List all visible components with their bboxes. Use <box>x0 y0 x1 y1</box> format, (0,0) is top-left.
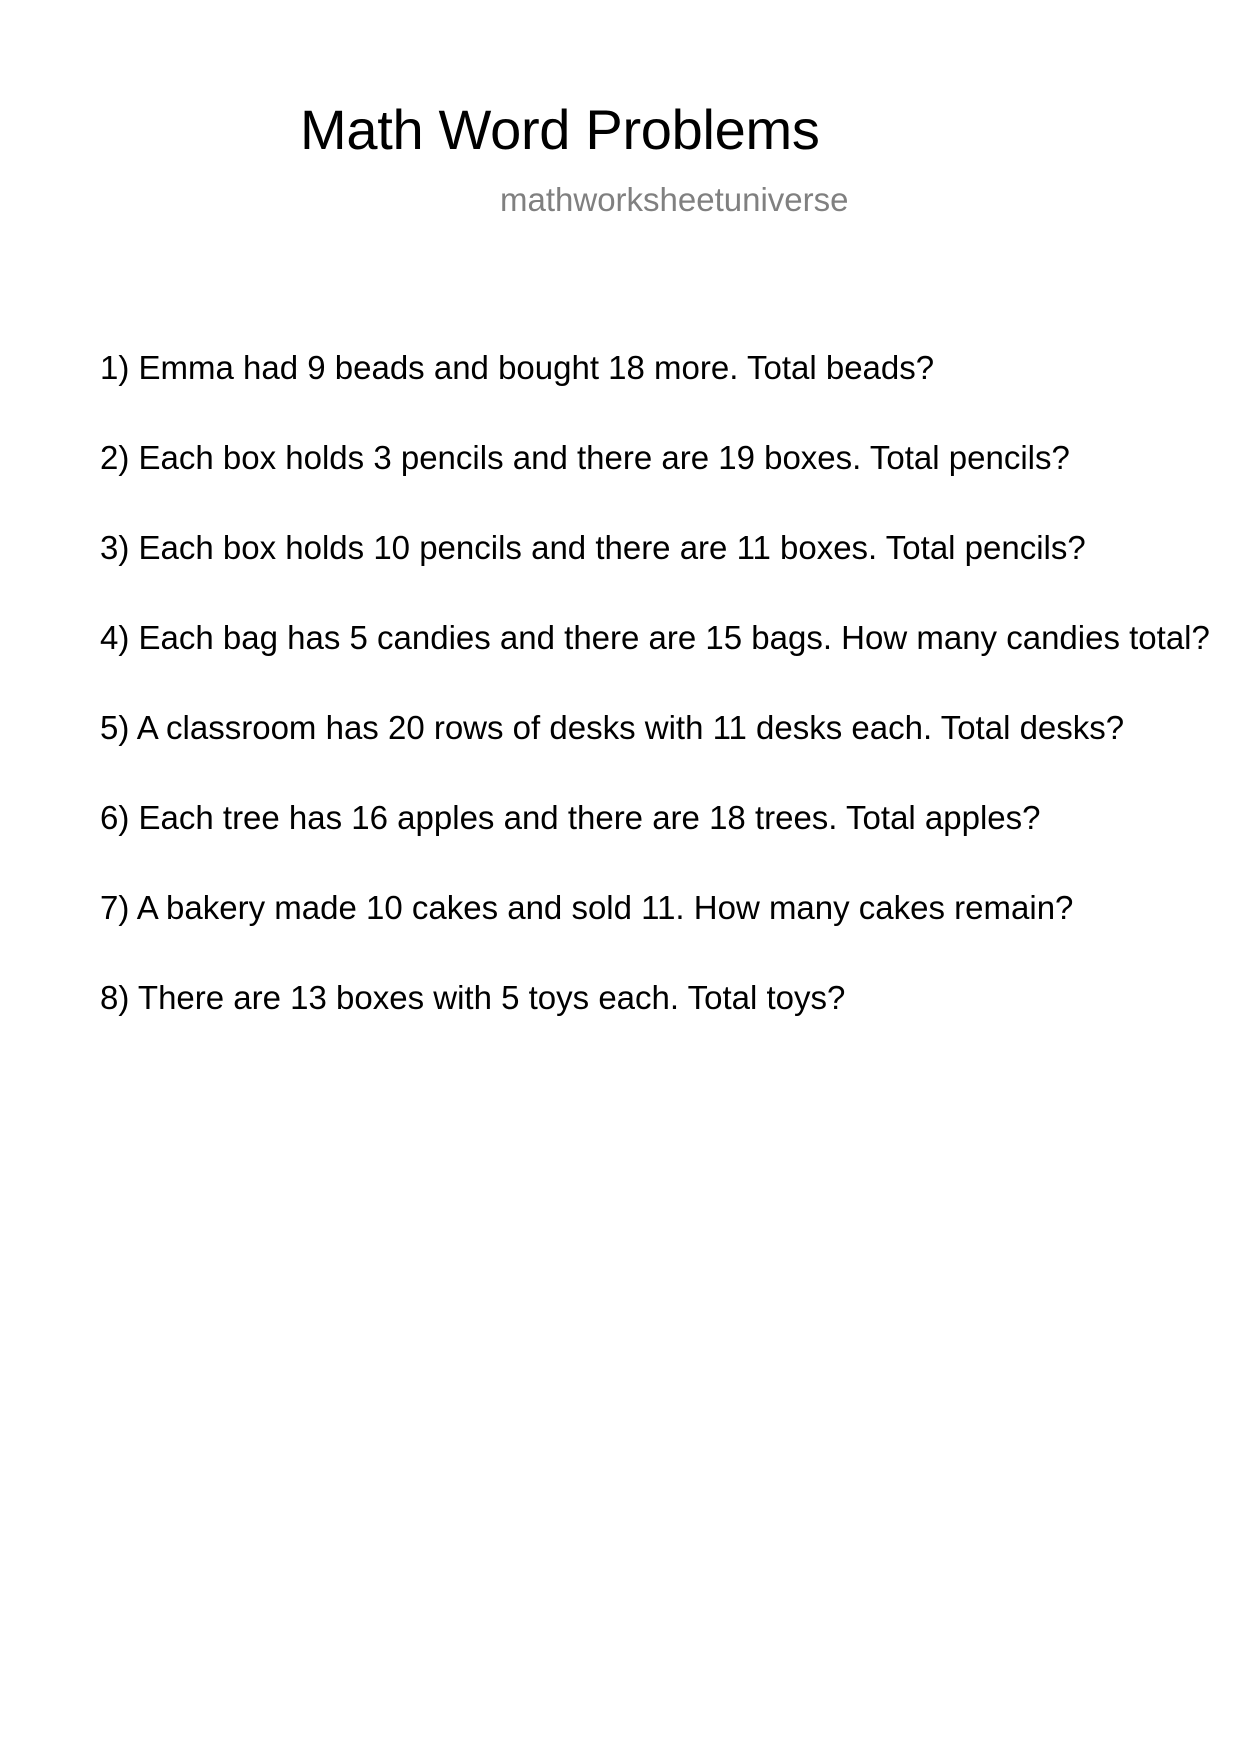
problem-item-5: 5) A classroom has 20 rows of desks with 11 desks each. Total desks? <box>100 709 1125 746</box>
problem-item-3: 3) Each box holds 10 pencils and there are 11 boxes. Total pencils? <box>100 529 1086 566</box>
problem-item-2: 2) Each box holds 3 pencils and there are 19 boxes. Total pencils? <box>100 439 1070 476</box>
problem-item-7: 7) A bakery made 10 cakes and sold 11. How many cakes remain? <box>100 889 1074 926</box>
problem-item-6: 6) Each tree has 16 apples and there are 18 trees. Total apples? <box>100 799 1041 836</box>
problem-item-4: 4) Each bag has 5 candies and there are 15 bags. How many candies total? <box>100 619 1210 656</box>
problem-item-8: 8) There are 13 boxes with 5 toys each. Total toys? <box>100 979 846 1016</box>
problem-list <box>100 348 1240 1068</box>
page-title: Math Word Problems <box>300 98 820 161</box>
source-subtitle: mathworksheetuniverse <box>500 181 849 218</box>
problem-item-1: 1) Emma had 9 beads and bought 18 more. Total beads? <box>100 349 935 386</box>
